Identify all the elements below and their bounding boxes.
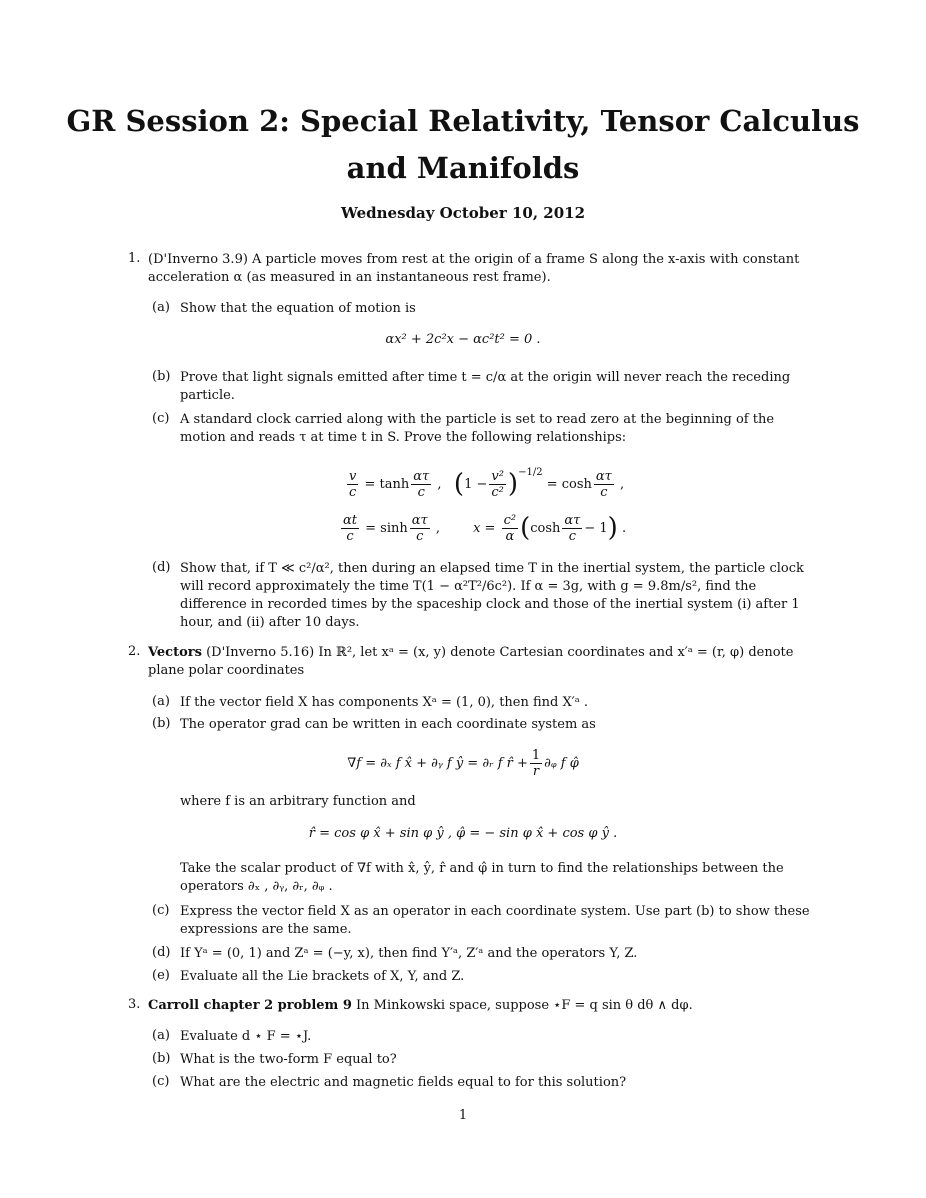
q1c-relationship-row-2: $\frac{\alpha t}{c}$ = sinh $\frac{\alpha\tau}{c}$ , x = $\frac{\text{c²}}{\alpha}$ ( cosh $\frac{\alpha\tau}{c}$ − 1 ) .	[343, 512, 627, 544]
q2b-take: Take the scalar product of ∇f with x̂, ŷ, r̂ and φ̂ in turn to find the relationships between the operators ∂ₓ , ∂ᵧ, ∂ᵣ, ∂ᵩ .	[180, 861, 784, 894]
q1c-relationship-row-1: $\frac{v}{c}$ = tanh $\frac{\alpha\tau}{c}$ , ( 1 − $\frac{\text{v²}}{\text{c²}}$ ) $^{-1/2}$ = cosh $\frac{\alpha\tau}{c}$ ,	[349, 466, 625, 500]
page-date: Wednesday October 10, 2012	[340, 204, 586, 222]
q1a-equation: αx² + 2c²x − αc²t² = 0 .	[385, 332, 541, 347]
q2e-text: Evaluate all the Lie brackets of X, Y, and Z.	[180, 969, 465, 984]
q2-intro: (D'Inverno 5.16) In ℝ², let xᵃ = (x, y) denote Cartesian coordinates and x′ᵃ = (r, φ) denote plane polar coordinates	[148, 645, 794, 678]
q2c-label: (c)	[152, 903, 170, 918]
q3c-text: What are the electric and magnetic fields equal to for this solution?	[180, 1075, 627, 1090]
q3a-label: (a)	[152, 1028, 170, 1043]
page-title: GR Session 2: Special Relativity, Tensor Calculus and Manifolds	[66, 104, 860, 185]
q2c-text: Express the vector field X as an operator in each coordinate system. Use part (b) to show these expressions are the same.	[180, 904, 810, 937]
page-number: 1	[458, 1108, 468, 1123]
q3-heading: Carroll chapter 2 problem 9	[148, 998, 352, 1013]
q2b-grad-equation: ∇f = ∂ₓ f x̂ + ∂ᵧ f ŷ = ∂ᵣ f r̂ + $\frac{1}{r}$ ∂ᵩ f φ̂	[347, 748, 579, 779]
q1b-text: Prove that light signals emitted after time t = c/α at the origin will never reach the receding particle.	[180, 370, 791, 403]
q3c-label: (c)	[152, 1074, 170, 1089]
q2-number: 2.	[128, 644, 141, 659]
q3b-text: What is the two-form F equal to?	[180, 1052, 397, 1067]
q2b-where: where f is an arbitrary function and	[180, 794, 416, 809]
q3-intro-block	[148, 997, 818, 1015]
q1b-label: (b)	[152, 369, 171, 384]
q2d-label: (d)	[152, 945, 171, 960]
q2b-unit-vectors: r̂ = cos φ x̂ + sin φ ŷ , φ̂ = − sin φ x̂ + cos φ ŷ .	[308, 826, 618, 841]
q3a-text: Evaluate d ⋆ F = ⋆J.	[180, 1029, 312, 1044]
q1c-label: (c)	[152, 411, 170, 426]
q1-intro: (D'Inverno 3.9) A particle moves from rest at the origin of a frame S along the x-axis with constant acceleration α (as measured in an instantaneous rest frame).	[148, 252, 800, 285]
q2d-text: If Yᵃ = (0, 1) and Zᵃ = (−y, x), then find Y′ᵃ, Z′ᵃ and the operators Y, Z.	[180, 946, 638, 961]
q2b-text: The operator grad can be written in each coordinate system as	[180, 717, 596, 732]
q2a-text: If the vector field X has components Xᵃ = (1, 0), then find X′ᵃ .	[180, 695, 588, 710]
q3-number: 3.	[128, 997, 141, 1012]
q1a-text: Show that the equation of motion is	[180, 301, 416, 316]
q1d-text: Show that, if T ≪ c²/α², then during an elapsed time T in the inertial system, the particle clock will record approximately the time T(1 − α²T²/6c²). If α = 3g, with g = 9.8m/s², find the difference in recorded times by the spaceship clock and those of the inertial system (i) after 1 hour, and (ii) after 10 days.	[180, 561, 804, 630]
q1a-label: (a)	[152, 300, 170, 315]
q2-intro-block	[148, 644, 818, 680]
q1c-relationships	[345, 462, 665, 550]
q2e-label: (e)	[152, 968, 170, 983]
q2-heading: Vectors	[148, 645, 202, 660]
q3b-label: (b)	[152, 1051, 171, 1066]
q2a-label: (a)	[152, 694, 170, 709]
q1c-text: A standard clock carried along with the particle is set to read zero at the beginning of the motion and reads τ at time t in S. Prove the following relationships:	[180, 412, 775, 445]
q3-intro: In Minkowski space, suppose ⋆F = q sin θ dθ ∧ dφ.	[356, 998, 693, 1013]
q1-number: 1.	[128, 251, 141, 266]
q1d-label: (d)	[152, 560, 171, 575]
q2b-label: (b)	[152, 716, 171, 731]
